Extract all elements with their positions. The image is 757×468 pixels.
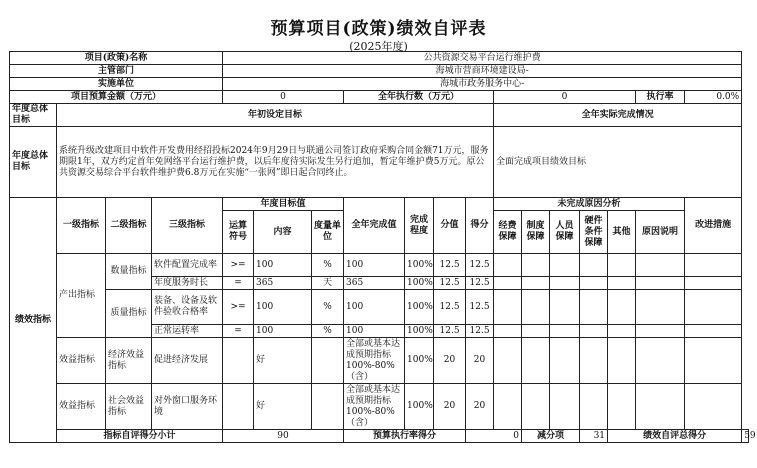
project-row: [10, 52, 749, 65]
quantity-label: 数量指标: [106, 254, 152, 290]
indicator-got: 12.5: [466, 254, 494, 277]
exec-label: 全年执行数（万元）: [344, 91, 494, 104]
econ-label: 经济效益指标: [106, 338, 152, 384]
perf-header-row-1: [10, 198, 749, 211]
col-score: 分值: [434, 198, 466, 254]
table-row: [10, 338, 749, 384]
budget-value: 0: [223, 91, 344, 104]
col-got: 得分: [466, 198, 494, 254]
indicator-degree: 100%: [405, 384, 434, 430]
col-r5: 其他: [608, 211, 636, 254]
rate-value: 0.0%: [685, 91, 742, 104]
unit-label: 实施单位: [10, 78, 223, 91]
col-degree: 完成程度: [405, 198, 434, 254]
year-subtitle: (2025年度): [349, 40, 408, 53]
goals-head-row: [10, 104, 749, 127]
indicator-score: 20: [434, 384, 466, 430]
perf-section-label: 绩效指标: [10, 198, 57, 443]
output-label: 产出指标: [57, 254, 106, 338]
indicator-unit: 天: [312, 277, 344, 290]
total-value: 59: [742, 430, 749, 443]
col-lvl1: 一级指标: [57, 198, 106, 254]
benefit-label: 效益指标: [57, 338, 106, 384]
budget-score-label: 预算执行率得分: [344, 430, 466, 443]
indicator-degree: 100%: [405, 277, 434, 290]
col-r4: 硬件条件保障: [580, 211, 608, 254]
deduct-value: 31: [580, 430, 608, 443]
col-op: 运算符号: [223, 211, 254, 254]
indicator-content: 好: [254, 384, 312, 430]
goals-planned-text: 系统升级改建项目中软件开发费用经招投标2024年9月29日与联通公司签订政府采购合同金额71万元，服务期限1年，双方约定首年免网络平台运行维护费，以后年度待实际发生另行追加，暂定年维护费5万元。原公共资源交易综合平台软件维护费6.8万元在实施“一张网”即日起合同终止。: [57, 127, 494, 198]
exec-value: 0: [494, 91, 636, 104]
subtotal-label: 指标自评得分小计: [57, 430, 223, 443]
indicator-name: 软件配置完成率: [152, 254, 223, 277]
budget-row: [10, 91, 749, 104]
project-value: 公共资源交易平台运行维护费: [223, 52, 742, 65]
col-content: 内容: [254, 211, 312, 254]
goals-body-label: 年度总体目标: [10, 127, 57, 198]
indicator-got: 12.5: [466, 277, 494, 290]
rate-label: 执行率: [636, 91, 685, 104]
indicator-got: 12.5: [466, 290, 494, 325]
indicator-actual: 全部或基本达成预期指标100%-80%（含）: [344, 338, 405, 384]
indicator-degree: 100%: [405, 290, 434, 325]
indicator-content: 100: [254, 325, 312, 338]
evaluation-table: [9, 51, 756, 443]
dept-value: 海城市营商环境建设局-: [223, 65, 742, 78]
indicator-op: [223, 384, 254, 430]
indicator-score: 12.5: [434, 325, 466, 338]
unit-row: [10, 78, 749, 91]
indicator-name: 对外窗口服务环境: [152, 384, 223, 430]
benefit-label: 效益指标: [57, 384, 106, 430]
indicator-got: 12.5: [466, 325, 494, 338]
goals-actual-label: 全年实际完成情况: [494, 104, 742, 127]
indicator-got: 20: [466, 384, 494, 430]
dept-row: [10, 65, 749, 78]
social-label: 社会效益指标: [106, 384, 152, 430]
indicator-unit: %: [312, 290, 344, 325]
indicator-actual: 全部或基本达成预期指标100%-80%（含）: [344, 384, 405, 430]
indicator-name: 正常运转率: [152, 325, 223, 338]
indicator-op: =: [223, 277, 254, 290]
unit-value: 海城市政务服务中心-: [223, 78, 742, 91]
table-row: [10, 254, 749, 277]
deduct-label: 减分项: [522, 430, 580, 443]
indicator-op: =: [223, 325, 254, 338]
indicator-actual: 100: [344, 325, 405, 338]
goals-body-row: [10, 127, 749, 198]
indicator-actual: 100: [344, 254, 405, 277]
dept-label: 主管部门: [10, 65, 223, 78]
col-r3: 人员保障: [550, 211, 580, 254]
goals-actual-text: 全面完成项目绩效目标: [494, 127, 742, 198]
col-unit: 度量单位: [312, 211, 344, 254]
indicator-name: 年度服务时长: [152, 277, 223, 290]
indicator-content: 100: [254, 254, 312, 277]
footer-row: [10, 430, 749, 443]
indicator-score: 12.5: [434, 254, 466, 277]
indicator-content: 100: [254, 290, 312, 325]
table-row: [10, 290, 749, 325]
indicator-degree: 100%: [405, 254, 434, 277]
col-r2: 制度保障: [522, 211, 550, 254]
indicator-content: 365: [254, 277, 312, 290]
indicator-score: 12.5: [434, 277, 466, 290]
goals-planned-label: 年初设定目标: [57, 104, 494, 127]
indicator-degree: 100%: [405, 338, 434, 384]
col-r6: 原因说明: [636, 211, 685, 254]
budget-label: 项目预算金额（万元）: [10, 91, 223, 104]
indicator-score: 12.5: [434, 290, 466, 325]
indicator-actual: 365: [344, 277, 405, 290]
col-actual: 全年完成值: [344, 198, 405, 254]
project-label: 项目(政策)名称: [10, 52, 223, 65]
indicator-unit: %: [312, 325, 344, 338]
goals-head-label: 年度总体目标: [10, 104, 57, 127]
table-row: [10, 384, 749, 430]
subtotal-value: 90: [223, 430, 344, 443]
indicator-unit: %: [312, 254, 344, 277]
indicator-got: 20: [466, 338, 494, 384]
indicator-degree: 100%: [405, 325, 434, 338]
budget-score-value: 0: [466, 430, 522, 443]
total-label: 绩效自评总得分: [608, 430, 742, 443]
page-title: 预算项目(政策)绩效自评表: [270, 19, 487, 39]
indicator-content: 好: [254, 338, 312, 384]
indicator-score: 20: [434, 338, 466, 384]
col-measure: 改进措施: [685, 198, 742, 254]
col-reason-group: 未完成原因分析: [494, 198, 685, 211]
col-r1: 经费保障: [494, 211, 522, 254]
indicator-actual: 100: [344, 290, 405, 325]
indicator-unit: [312, 384, 344, 430]
col-lvl3: 三级指标: [152, 198, 223, 254]
indicator-name: 装备、设备及软件验收合格率: [152, 290, 223, 325]
indicator-name: 促进经济发展: [152, 338, 223, 384]
indicator-op: >=: [223, 290, 254, 325]
col-target-group: 年度目标值: [223, 198, 344, 211]
indicator-op: [223, 338, 254, 384]
quality-label: 质量指标: [106, 290, 152, 338]
indicator-unit: [312, 338, 344, 384]
indicator-op: >=: [223, 254, 254, 277]
col-lvl2: 二级指标: [106, 198, 152, 254]
